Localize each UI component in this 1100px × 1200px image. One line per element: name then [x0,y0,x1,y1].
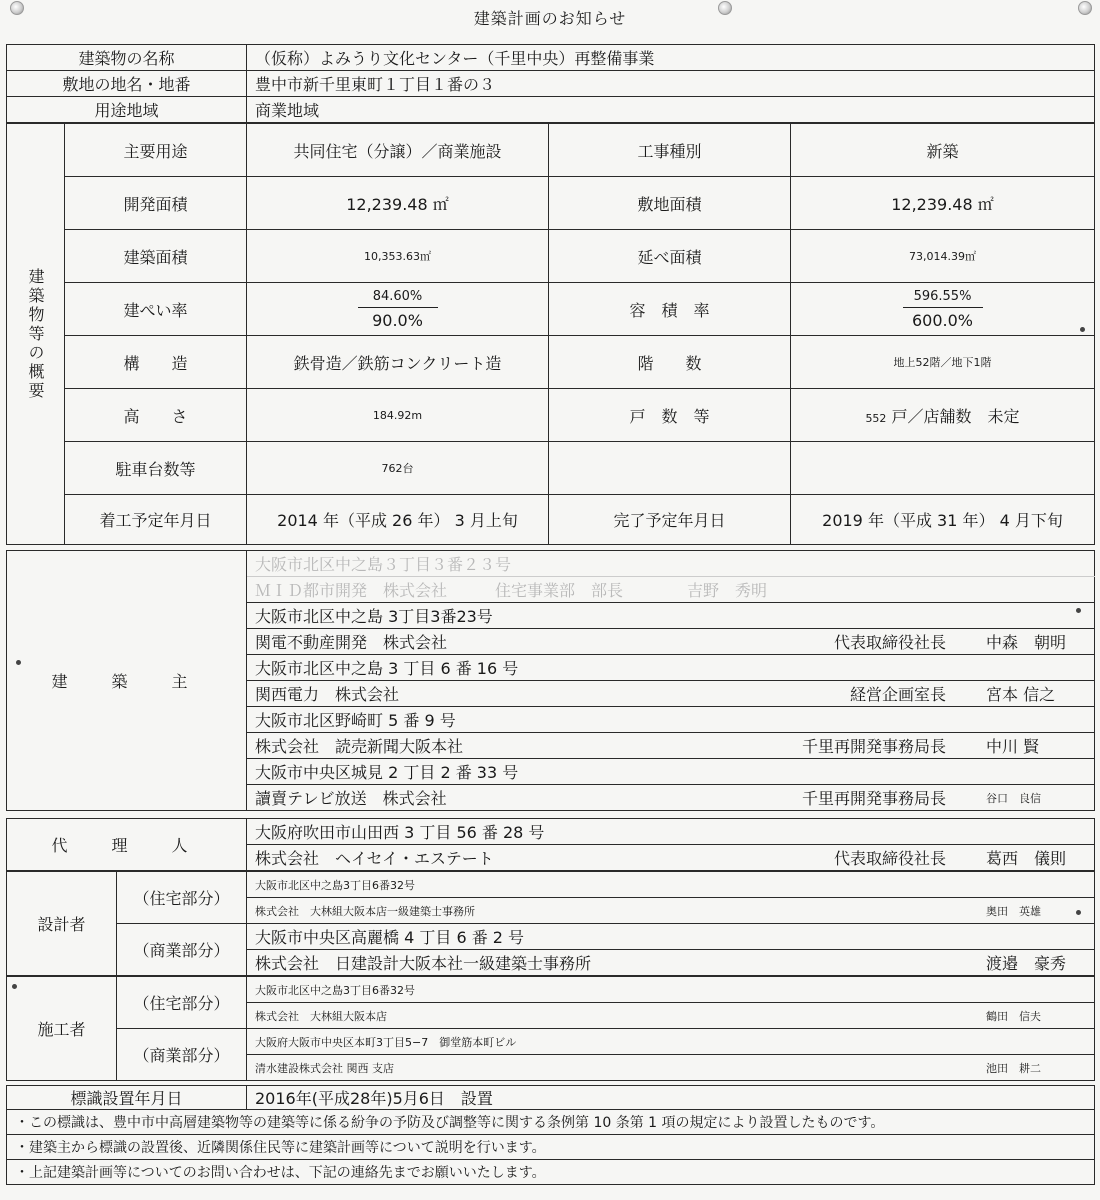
designer-label: 設計者 [7,872,117,976]
owner-role: 経営企画室長 [849,685,946,704]
designer-housing-row [247,898,1095,924]
owner-company-row [247,681,1095,707]
start-label: 着工予定年月日 [65,495,247,545]
parking: 762台 [247,442,549,495]
builder-commercial-address: 大阪府大阪市中央区本町3丁目5−7 御堂筋本町ビル [247,1029,1095,1055]
building-area-label: 建築面積 [65,230,247,283]
units-count: 552 [865,411,887,425]
empty-cell [549,442,791,495]
notice-title: 建築計画のお知らせ [473,9,627,28]
sign-date-table [6,1085,1095,1110]
units-text: 戸／店舗数 未定 [891,406,1020,426]
start-date: 2014 年（平成 26 年） 3 月上旬 [247,495,549,545]
agent-role: 代表取締役社長 [833,849,946,868]
zone-label: 用途地域 [7,97,247,123]
agent-company-row [247,845,1095,871]
designer-table [6,871,1095,976]
work-type-label: 工事種別 [549,124,791,177]
note-line: ・上記建築計画等についてのお問い合わせは、下記の連絡先までお願いいたします。 [7,1160,1095,1185]
designer-commercial-address: 大阪市中央区高麗橋 4 丁目 6 番 2 号 [247,924,1095,950]
dev-area-label: 開発面積 [65,177,247,230]
far-label: 容 積 率 [549,283,791,336]
designer-housing-company: 株式会社 大林組大阪本店一級建築士事務所 [255,904,475,918]
designer-housing-label: （住宅部分） [117,872,247,924]
owner-company: 株式会社 読売新聞大阪本社 [255,737,464,756]
builder-housing-person: 鶴田 信夫 [986,1009,1041,1023]
agent-address: 大阪府吹田市山田西 3 丁目 56 番 28 号 [247,819,1095,845]
owner-person: 中川 賢 [986,737,1040,756]
owner-company: 関西電力 株式会社 [255,685,400,704]
sign-date-value: 2016年(平成28年)5月6日 設置 [247,1086,1095,1110]
owner-role: 千里再開発事務局長 [801,737,946,756]
builder-housing-row [247,1003,1095,1029]
owner-company-row [247,785,1095,811]
owner-company-row [247,733,1095,759]
designer-commercial-company: 株式会社 日建設計大阪本社一級建築士事務所 [255,954,592,973]
owner-address: 大阪市中央区城見 2 丁目 2 番 33 号 [247,759,1095,785]
builder-commercial-person: 池田 耕二 [986,1061,1041,1075]
designer-commercial-label: （商業部分） [117,924,247,976]
site-area: 12,239.48 ㎡ [791,177,1095,230]
structure-label: 構 造 [65,336,247,389]
owners-label: 建 築 主 [7,551,247,811]
building-area: 10,353.63㎡ [247,230,549,283]
sign-date-label: 標識設置年月日 [7,1086,247,1110]
owner-person: 中森 朝明 [986,633,1067,652]
agent-table [6,818,1095,871]
agent-label: 代 理 人 [7,819,247,871]
designer-commercial-person: 渡邉 豪秀 [986,954,1067,973]
owner-faded-address: 大阪市北区中之島３丁目３番２３号 [247,551,1095,577]
owner-address: 大阪市北区野崎町 5 番 9 号 [247,707,1095,733]
builder-commercial-label: （商業部分） [117,1029,247,1081]
owner-faded-company: ＭＩＤ都市開発 株式会社 住宅事業部 部長 吉野 秀明 [247,577,1095,603]
floors: 地上52階／地下1階 [791,336,1095,389]
zone-value: 商業地域 [247,97,1095,123]
end-date: 2019 年（平成 31 年） 4 月下旬 [791,495,1095,545]
builder-housing-company: 株式会社 大林組大阪本店 [255,1009,387,1023]
owner-address: 大阪市北区中之島 3丁目3番23号 [247,603,1095,629]
end-label: 完了予定年月日 [549,495,791,545]
overview-section-label: 建築物等の概要 [7,124,65,545]
owner-role: 千里再開発事務局長 [801,789,946,808]
building-name-label: 建築物の名称 [7,45,247,71]
owner-role: 代表取締役社長 [833,633,946,652]
designer-housing-address: 大阪市北区中之島3丁目6番32号 [247,872,1095,898]
floors-label: 階 数 [549,336,791,389]
site-address: 豊中市新千里東町１丁目１番の３ [247,71,1095,97]
notes-table [6,1109,1095,1185]
note-line: ・この標識は、豊中市中高層建築物等の建築等に係る紛争の予防及び調整等に関する条例第 10 条第 1 項の規定により設置したものです。 [7,1110,1095,1135]
owner-company: 関電不動産開発 株式会社 [255,633,448,652]
owner-address: 大阪市北区中之島 3 丁目 6 番 16 号 [247,655,1095,681]
coverage-limit: 90.0% [372,310,423,330]
height: 184.92m [247,389,549,442]
dev-area: 12,239.48 ㎡ [247,177,549,230]
designer-housing-person: 奥田 英雄 [986,904,1041,918]
agent-person: 葛西 儀則 [986,849,1067,868]
total-floor-label: 延べ面積 [549,230,791,283]
units [791,389,1095,442]
designer-commercial-row [247,950,1095,976]
builder-commercial-row [247,1055,1095,1081]
site-area-label: 敷地面積 [549,177,791,230]
building-name: （仮称）よみうり文化センター（千里中央）再整備事業 [247,45,1095,71]
units-label: 戸 数 等 [549,389,791,442]
coverage-ratio [358,289,438,330]
far-limit: 600.0% [911,310,973,330]
empty-cell [791,442,1095,495]
agent-company: 株式会社 ヘイセイ・エステート [255,849,494,868]
far-ratio [903,289,983,330]
main-use-label: 主要用途 [65,124,247,177]
header-table [6,44,1095,123]
total-floor: 73,014.39㎡ [791,230,1095,283]
builder-label: 施工者 [7,977,117,1081]
coverage-actual: 84.60% [358,289,438,308]
owner-person: 宮本 信之 [986,685,1056,704]
site-label: 敷地の地名・地番 [7,71,247,97]
work-type: 新築 [791,124,1095,177]
owners-table [6,550,1095,811]
structure: 鉄骨造／鉄筋コンクリート造 [247,336,549,389]
main-use: 共同住宅（分譲）／商業施設 [247,124,549,177]
parking-label: 駐車台数等 [65,442,247,495]
note-line: ・建築主から標識の設置後、近隣関係住民等に建築計画等について説明を行います。 [7,1135,1095,1160]
coverage-label: 建ぺい率 [65,283,247,336]
builder-housing-label: （住宅部分） [117,977,247,1029]
overview-table [6,123,1095,545]
builder-housing-address: 大阪市北区中之島3丁目6番32号 [247,977,1095,1003]
builder-commercial-company: 清水建設株式会社 関西 支店 [255,1061,394,1075]
owner-person: 谷口 良信 [986,791,1041,805]
owner-company-row [247,629,1095,655]
height-label: 高 さ [65,389,247,442]
owner-company: 讀賣テレビ放送 株式会社 [255,789,447,808]
far-actual: 596.55% [903,289,983,308]
builder-table [6,976,1095,1081]
